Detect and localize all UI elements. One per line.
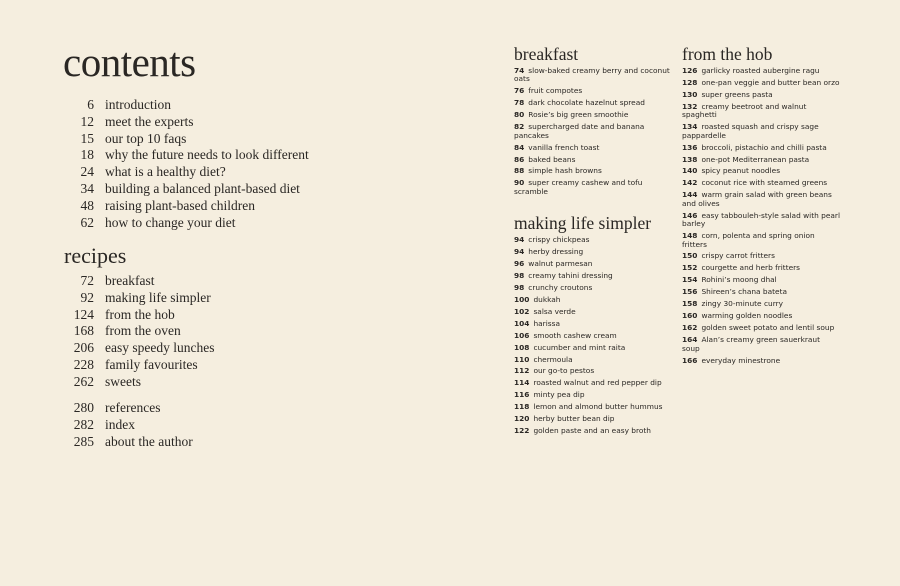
toc-item[interactable] [0,340,214,357]
toc-page-number: 168 [73,323,94,339]
toc-item[interactable] [0,131,309,148]
recipe-item[interactable] [514,67,674,84]
recipe-page-number: 132 [682,101,698,111]
recipe-item[interactable] [514,156,674,164]
breakfast-heading: breakfast [514,44,579,64]
recipe-item[interactable] [682,91,840,99]
recipe-page-number: 128 [682,77,698,87]
recipe-page-number: 158 [682,299,698,309]
recipe-item[interactable] [682,288,840,296]
toc-label: introduction [105,97,171,112]
recipe-page-number: 160 [682,311,698,321]
recipe-item[interactable] [514,415,674,423]
recipe-item[interactable] [514,391,674,399]
recipe-item[interactable] [514,367,674,375]
recipe-page-number: 90 [514,178,525,188]
toc-page-number: 92 [80,289,94,305]
recipe-item[interactable] [682,276,840,284]
recipe-page-number: 144 [682,190,698,200]
recipe-label: crispy chickpeas [528,235,590,244]
recipe-item[interactable] [682,324,840,332]
simpler-section [514,213,674,439]
recipe-label: golden paste and an easy broth [533,426,651,436]
toc-page-number: 48 [80,197,94,213]
toc-item[interactable] [0,198,309,215]
recipe-page-number: 138 [682,154,698,164]
recipe-label: Rohini’s moong dhal [701,275,777,285]
recipe-page-number: 126 [682,66,698,75]
recipe-item[interactable] [514,248,674,256]
toc-label: making life simpler [105,289,211,305]
recipe-item[interactable] [682,212,840,229]
recipe-page-number: 116 [514,390,530,400]
recipe-item[interactable] [682,300,840,308]
toc-page-number: 72 [80,273,94,288]
recipe-label: walnut parmesan [528,258,593,268]
recipe-label: Rosie’s big green smoothie [528,110,629,120]
recipe-label: dark chocolate hazelnut spread [528,98,645,108]
recipe-page-number: 110 [514,354,530,364]
recipe-label: super greens pasta [701,89,773,99]
recipe-label: crunchy croutons [528,282,593,292]
intro-list [0,97,309,231]
toc-page-number: 282 [73,416,94,432]
recipe-item[interactable] [682,156,840,164]
recipe-item[interactable] [514,144,674,152]
toc-page-number: 280 [73,400,94,415]
recipe-page-number: 164 [682,335,698,345]
recipe-page-number: 142 [682,178,698,188]
breakfast-section [514,44,674,200]
recipe-label: slow-baked creamy berry and coconut oats [514,66,670,84]
toc-item[interactable] [0,434,193,451]
recipe-label: warming golden noodles [701,311,793,321]
toc-label: from the oven [105,323,181,339]
toc-item[interactable] [0,400,193,417]
recipe-label: simple hash browns [528,166,602,176]
recipe-item[interactable] [514,272,674,280]
recipe-item[interactable] [514,403,674,411]
recipe-label: corn, polenta and spring onion fritters [682,231,815,249]
simpler-heading: making life simpler [514,213,652,233]
recipe-page-number: 102 [514,306,530,316]
recipe-item[interactable] [514,320,674,328]
toc-item[interactable] [0,357,214,374]
hob-heading: from the hob [682,44,773,64]
toc-item[interactable] [0,374,214,391]
toc-page-number: 12 [80,113,94,129]
toc-page-number: 206 [73,340,94,356]
recipe-page-number: 136 [682,142,698,152]
recipe-label: courgette and herb fritters [701,263,801,273]
recipe-page-number: 114 [514,378,530,388]
recipe-page-number: 130 [682,89,698,99]
recipe-label: one-pot Mediterranean pasta [701,154,810,164]
recipe-page-number: 100 [514,294,530,304]
recipe-page-number: 82 [514,122,525,132]
recipe-label: roasted squash and crispy sage pappardelle [682,122,819,140]
recipe-label: Shireen’s chana bateta [701,287,787,297]
recipe-page-number: 152 [682,263,698,273]
toc-item[interactable] [0,417,193,434]
recipe-page-number: 118 [514,402,530,412]
recipe-item[interactable] [514,332,674,340]
toc-label: family favourites [105,356,198,372]
recipe-page-number: 120 [514,414,530,424]
recipe-label: our go-to pestos [533,366,595,376]
toc-page-number: 262 [73,373,94,389]
recipe-page-number: 108 [514,342,530,352]
recipe-item[interactable] [514,379,674,387]
recipe-page-number: 96 [514,258,525,268]
recipe-label: smooth cashew cream [533,330,617,340]
recipe-label: one-pan veggie and butter bean orzo [701,77,840,87]
toc-label: from the hob [105,306,175,322]
recipe-label: baked beans [528,154,576,164]
recipe-page-number: 106 [514,330,530,340]
recipe-label: warm grain salad with green beans and olives [682,190,832,208]
hob-list [682,67,840,365]
recipe-page-number: 88 [514,166,525,176]
toc-page-number: 62 [80,214,94,230]
recipe-page-number: 76 [514,86,525,96]
recipe-item[interactable] [514,356,674,364]
toc-label: raising plant-based children [105,197,255,213]
hob-section [682,44,840,368]
toc-page-number: 18 [80,147,94,163]
recipe-page-number: 146 [682,210,698,220]
recipe-page-number: 94 [514,235,525,244]
recipe-page-number: 150 [682,251,698,261]
recipe-page-number: 122 [514,426,530,436]
toc-page-number: 15 [80,130,94,146]
recipe-label: fruit compotes [528,86,583,96]
recipe-label: golden sweet potato and lentil soup [701,323,835,333]
breakfast-list [514,67,674,196]
recipe-label: everyday minestrone [701,355,781,365]
recipe-item[interactable] [682,336,840,353]
recipe-item[interactable] [514,296,674,304]
toc-label: why the future needs to look different [105,147,309,163]
recipe-label: dukkah [533,294,561,304]
recipe-item[interactable] [514,427,674,435]
recipe-item[interactable] [514,111,674,119]
recipe-page-number: 166 [682,355,698,365]
recipe-page-number: 156 [682,287,698,297]
recipe-item[interactable] [514,123,674,140]
recipe-label: super creamy cashew and tofu scramble [514,178,643,196]
recipe-item[interactable] [682,123,840,140]
recipe-label: coconut rice with steamed greens [701,178,828,188]
recipe-label: harissa [533,318,560,328]
toc-label: references [105,400,161,415]
toc-page-number: 124 [73,306,94,322]
recipe-page-number: 80 [514,110,525,120]
recipe-label: crispy carrot fritters [701,251,775,261]
toc-item[interactable] [0,307,214,324]
recipe-item[interactable] [514,99,674,107]
recipe-label: herby dressing [528,246,584,256]
recipe-item[interactable] [514,87,674,95]
recipe-item[interactable] [682,252,840,260]
toc-label: index [105,416,135,432]
recipe-page-number: 78 [514,98,525,108]
toc-item[interactable] [0,164,309,181]
toc-label: breakfast [105,273,155,288]
recipe-label: salsa verde [533,306,576,316]
recipe-label: roasted walnut and red pepper dip [533,378,662,388]
recipe-item[interactable] [682,179,840,187]
recipe-page-number: 148 [682,231,698,241]
recipe-page-number: 104 [514,318,530,328]
toc-page-number: 6 [87,97,94,112]
end-matter-list [0,400,193,450]
recipe-item[interactable] [514,284,674,292]
toc-label: how to change your diet [105,214,236,230]
recipe-page-number: 84 [514,142,525,152]
recipe-item[interactable] [514,236,674,244]
recipe-label: easy tabbouleh-style salad with pearl barley [682,210,841,229]
recipe-label: lemon and almond butter hummus [533,402,663,412]
recipe-page-number: 74 [514,66,525,75]
recipe-item[interactable] [682,264,840,272]
recipe-item[interactable] [682,67,840,75]
recipe-label: spicy peanut noodles [701,166,781,176]
recipe-label: minty pea dip [533,390,585,400]
recipe-item[interactable] [682,357,840,365]
toc-page-number: 24 [80,164,94,180]
recipe-item[interactable] [682,232,840,249]
recipe-page-number: 98 [514,270,525,280]
recipes-list [0,273,214,391]
recipe-item[interactable] [682,167,840,175]
toc-label: what is a healthy diet? [105,164,226,180]
recipe-page-number: 162 [682,323,698,333]
recipe-item[interactable] [682,79,840,87]
toc-label: about the author [105,433,193,449]
recipe-page-number: 134 [682,122,698,132]
recipe-page-number: 140 [682,166,698,176]
toc-item[interactable] [0,97,309,114]
recipe-item[interactable] [682,191,840,208]
recipe-item[interactable] [682,312,840,320]
recipe-page-number: 112 [514,366,530,376]
toc-page-number: 285 [73,433,94,449]
recipe-label: garlicky roasted aubergine ragu [701,66,820,75]
toc-label: sweets [105,373,141,389]
toc-item[interactable] [0,290,214,307]
toc-label: our top 10 faqs [105,130,187,146]
recipe-item[interactable] [682,103,840,120]
recipe-label: zingy 30-minute curry [701,299,784,309]
simpler-list [514,236,674,436]
recipe-item[interactable] [682,144,840,152]
toc-page-number: 228 [73,356,94,372]
page-title: contents [63,39,196,85]
toc-item[interactable] [0,273,214,290]
recipe-label: supercharged date and banana pancakes [514,122,645,140]
recipe-label: chermoula [533,354,573,364]
recipe-label: herby butter bean dip [533,414,615,424]
recipe-label: creamy tahini dressing [528,270,613,280]
recipe-page-number: 86 [514,154,525,164]
recipe-item[interactable] [514,260,674,268]
toc-item[interactable] [0,114,309,131]
recipe-item[interactable] [514,308,674,316]
recipe-label: cucumber and mint raita [533,342,626,352]
toc-label: easy speedy lunches [105,340,215,356]
recipe-page-number: 154 [682,275,698,285]
recipe-label: creamy beetroot and walnut spaghetti [682,101,807,120]
toc-item[interactable] [0,147,309,164]
recipe-label: broccoli, pistachio and chilli pasta [701,142,827,152]
toc-label: building a balanced plant-based diet [105,180,300,196]
recipes-heading: recipes [64,243,127,268]
recipe-item[interactable] [514,344,674,352]
recipe-label: Alan’s creamy green sauerkraut soup [682,335,821,353]
toc-item[interactable] [0,323,214,340]
recipe-item[interactable] [514,167,674,175]
recipe-item[interactable] [514,179,674,196]
toc-item[interactable] [0,181,309,198]
recipe-label: vanilla french toast [528,142,600,152]
recipe-page-number: 94 [514,246,525,256]
toc-label: meet the experts [105,113,194,129]
toc-page-number: 34 [80,180,94,196]
recipe-page-number: 98 [514,282,525,292]
toc-item[interactable] [0,215,309,232]
